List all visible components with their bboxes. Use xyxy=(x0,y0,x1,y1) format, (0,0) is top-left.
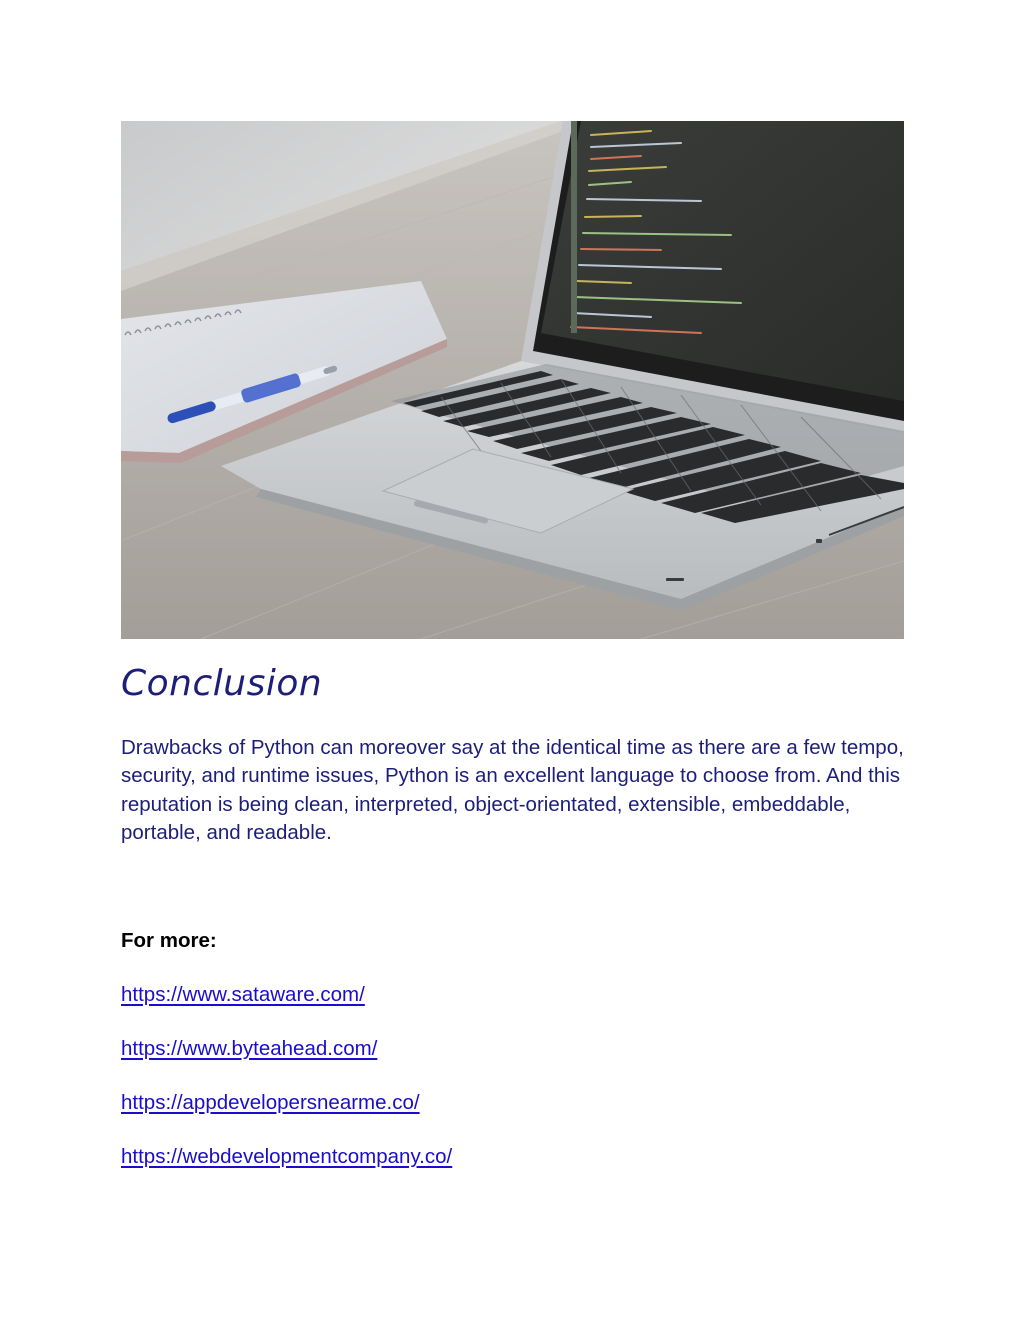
for-more-label: For more: xyxy=(121,929,217,952)
link-sataware[interactable]: https://www.sataware.com/ xyxy=(121,983,365,1006)
conclusion-heading: Conclusion xyxy=(121,663,323,704)
link-appdevelopersnearme[interactable]: https://appdevelopersnearme.co/ xyxy=(121,1091,420,1114)
link-byteahead[interactable]: https://www.byteahead.com/ xyxy=(121,1037,378,1060)
laptop-photo xyxy=(121,121,904,639)
link-webdevelopmentcompany[interactable]: https://webdevelopmentcompany.co/ xyxy=(121,1145,453,1168)
conclusion-paragraph: Drawbacks of Python can moreover say at the identical time as there are a few tempo, security, and runtime issues, Python is an excellent language to choose from. And this reputation is being clean, interpreted, object-orientated, extensible, embeddable, portable, and readable. xyxy=(121,736,904,844)
